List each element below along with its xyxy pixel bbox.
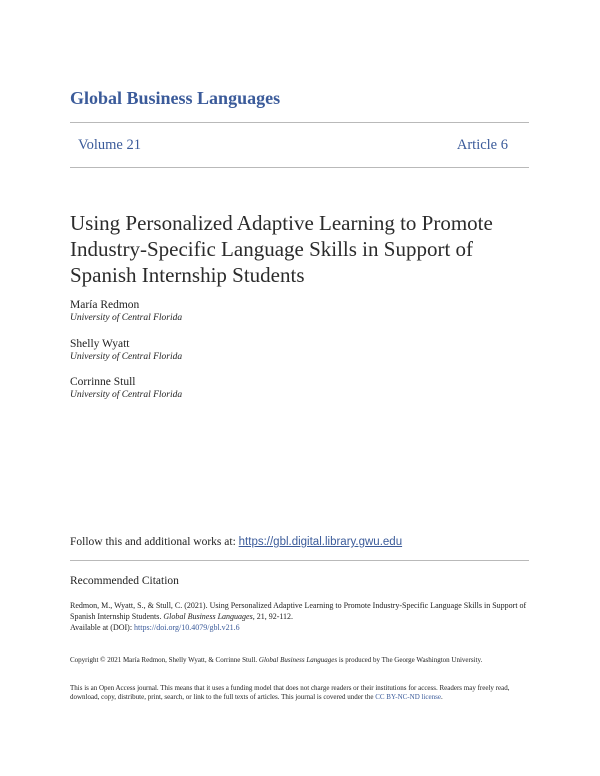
author-name[interactable]: María Redmon — [70, 299, 140, 311]
volume-line — [78, 137, 508, 154]
volume-label[interactable]: Volume 21 — [78, 137, 141, 153]
open-access-notice — [70, 684, 530, 702]
copyright-part: Copyright © 2021 María Redmon, Shelly Wyatt, & Corrinne Stull. — [70, 656, 259, 664]
author-affiliation: University of Central Florida — [70, 313, 183, 323]
copyright-notice — [70, 656, 530, 665]
copyright-journal: Global Business Languages — [258, 656, 338, 664]
doi-link[interactable]: https://doi.org/10.4079/gbl.v21.6 — [134, 623, 240, 632]
repository-link[interactable]: https://gbl.digital.library.gwu.edu — [238, 536, 403, 548]
author-name[interactable]: Corrinne Stull — [70, 376, 136, 388]
copyright-part: is produced by The George Washington University. — [337, 656, 483, 664]
author-block — [70, 337, 182, 363]
journal-title: Global Business Languages — [70, 88, 281, 108]
license-link[interactable]: CC BY-NC-ND license — [375, 693, 441, 701]
citation-text — [70, 600, 530, 633]
follow-line — [70, 536, 402, 548]
open-access-end: . — [440, 693, 443, 701]
citation-part: , 21, 92-112. — [252, 612, 294, 621]
author-name[interactable]: Shelly Wyatt — [70, 338, 130, 350]
article-label[interactable]: Article 6 — [456, 137, 508, 153]
bottom-rule — [70, 167, 529, 168]
citation-rule — [70, 560, 529, 561]
follow-text: Follow this and additional works at: — [70, 536, 239, 548]
citation-part: Redmon, M., Wyatt, S., & Stull, C. (2021). Using Personalized Adaptive Learning to Promote Industry-Specific Language Skills in Support of Spanish Internship Students. — [70, 601, 527, 621]
citation-journal: Global Business Languages — [163, 612, 253, 621]
open-access-text: This is an Open Access journal. This means that it uses a funding model that does not charge readers or their institutions for access. Readers may freely read, download, copy, distribute, print, search, or link to the full texts of articles. This journal is covered under the — [70, 684, 510, 701]
recommended-citation-heading: Recommended Citation — [70, 575, 179, 587]
author-block — [70, 298, 182, 324]
author-block — [70, 375, 182, 401]
article-title: Using Personalized Adaptive Learning to Promote Industry-Specific Language Skills in Support of Spanish Internship Students — [70, 211, 493, 287]
citation-available: Available at (DOI): — [70, 623, 135, 632]
top-rule — [70, 122, 529, 123]
author-affiliation: University of Central Florida — [70, 352, 183, 362]
author-affiliation: University of Central Florida — [70, 390, 183, 400]
